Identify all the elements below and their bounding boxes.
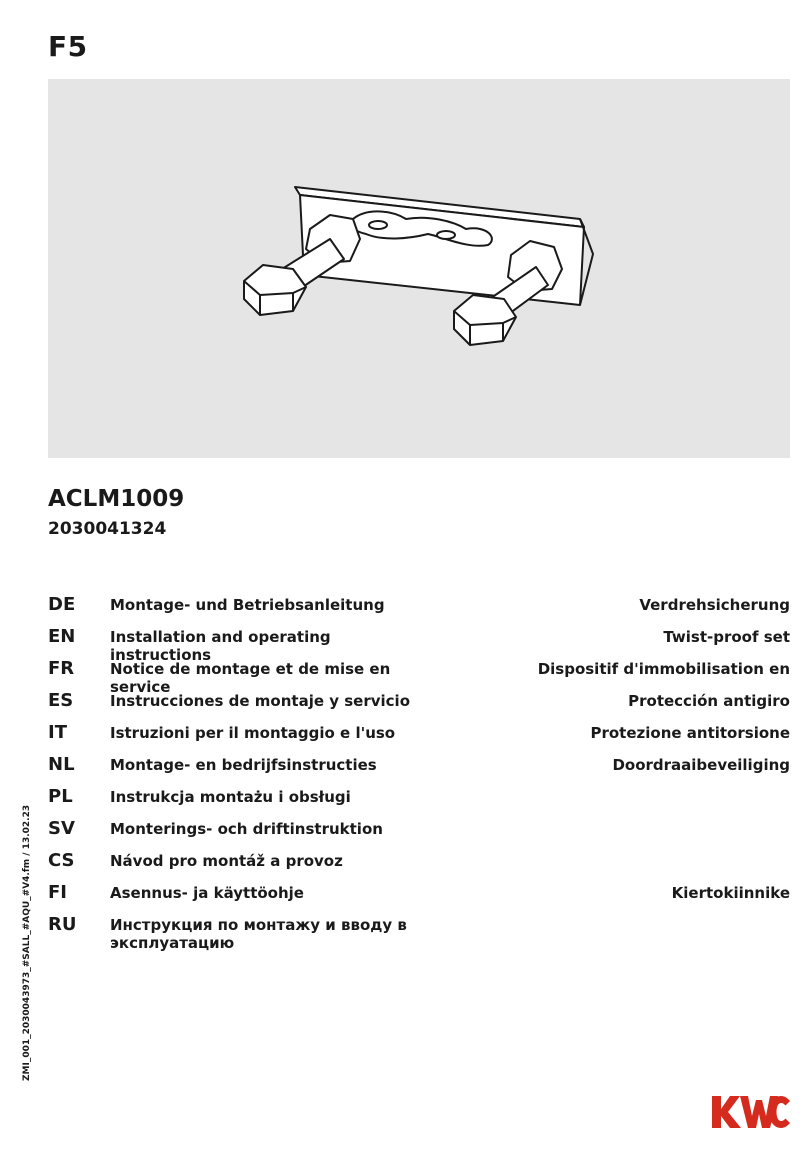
kwc-logo: [710, 1092, 790, 1136]
instruction-title: Návod pro montáž a provoz: [110, 852, 343, 870]
instruction-title: Instrukcja montażu i obsługi: [110, 788, 351, 806]
language-row-pl: [48, 786, 790, 818]
product-name: Verdrehsicherung: [639, 596, 790, 614]
language-row-en: [48, 626, 790, 664]
language-row-ru: [48, 914, 790, 962]
instruction-title: Instrucciones de montaje y servicio: [110, 692, 410, 710]
instruction-title: Monterings- och driftinstruktion: [110, 820, 383, 838]
language-row-sv: [48, 818, 790, 850]
instruction-title: Istruzioni per il montaggio e l'uso: [110, 724, 396, 742]
language-code: PL: [48, 786, 73, 807]
product-name: Kiertokiinnike: [671, 884, 790, 902]
product-name: Dispositif d'immobilisation en: [537, 660, 790, 678]
product-name: Protezione antitorsione: [590, 724, 790, 742]
language-code: DE: [48, 594, 76, 615]
language-list: [48, 594, 790, 962]
language-code: EN: [48, 626, 76, 647]
language-code: FR: [48, 658, 75, 679]
language-row-nl: [48, 754, 790, 786]
series-title: F5: [48, 30, 88, 63]
instruction-title: Инструкция по монтажу и вводу в эксплуатацию: [110, 916, 407, 952]
language-code: ES: [48, 690, 74, 711]
language-row-it: [48, 722, 790, 754]
language-code: IT: [48, 722, 67, 743]
product-name: Doordraaibeveiliging: [612, 756, 790, 774]
kwc-logo-icon: [710, 1092, 790, 1132]
instruction-title: Montage- und Betriebsanleitung: [110, 596, 385, 614]
language-code: FI: [48, 882, 67, 903]
language-code: SV: [48, 818, 75, 839]
language-code: RU: [48, 914, 77, 935]
product-name: Twist-proof set: [663, 628, 790, 646]
instruction-title: Notice de montage et de mise en service: [110, 660, 391, 696]
model-number: ACLM1009: [48, 486, 185, 512]
instruction-title: Asennus- ja käyttöohje: [110, 884, 304, 902]
language-row-de: [48, 594, 790, 626]
product-name: Protección antigiro: [628, 692, 790, 710]
language-row-fi: [48, 882, 790, 914]
language-row-fr: [48, 658, 790, 696]
language-code: NL: [48, 754, 75, 775]
language-row-cs: [48, 850, 790, 882]
document-reference: ZMI_001_2030043973_#SALL_#AQU_#V4.fm / 13.02.23: [22, 804, 32, 1081]
product-illustration: [48, 79, 790, 458]
article-number: 2030041324: [48, 519, 167, 539]
bracket-drawing-icon: [48, 79, 790, 458]
instruction-title: Montage- en bedrijfsinstructies: [110, 756, 377, 774]
language-row-es: [48, 690, 790, 722]
instruction-title: Installation and operating instructions: [110, 628, 331, 664]
language-code: CS: [48, 850, 75, 871]
